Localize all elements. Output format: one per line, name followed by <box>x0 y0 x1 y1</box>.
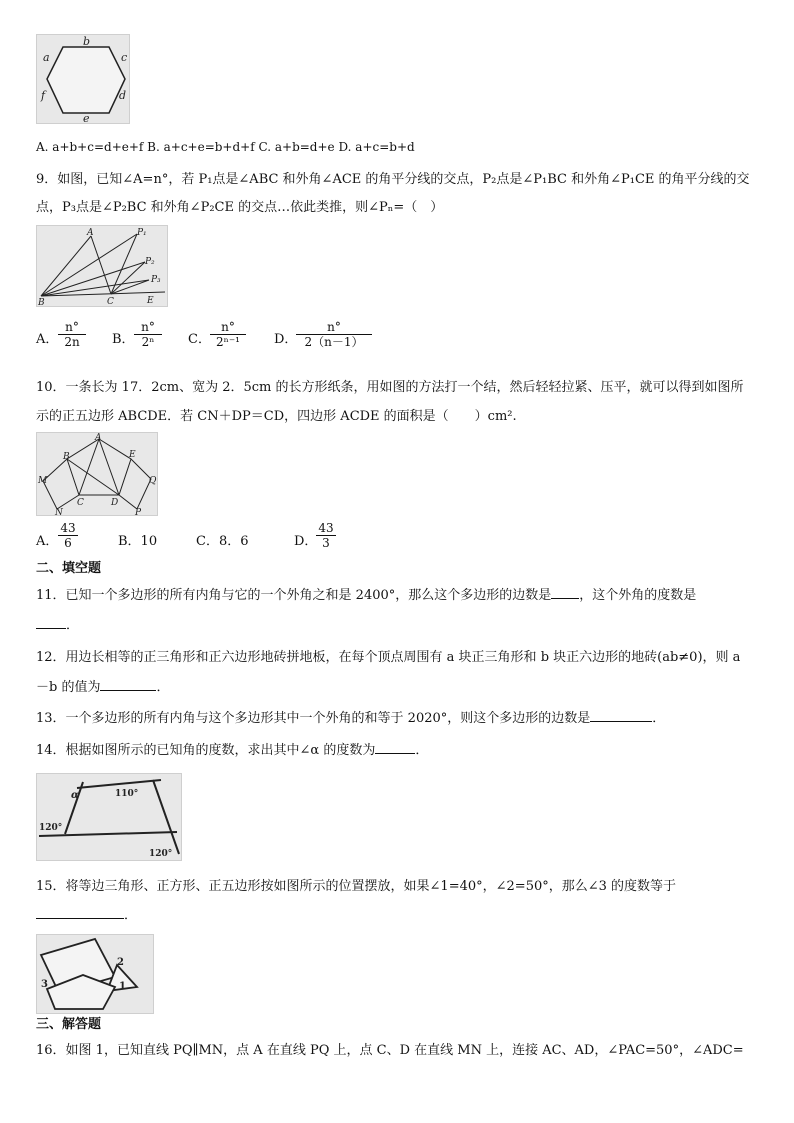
hexagon-label-a: a <box>43 51 50 64</box>
q10-option-d-letter: D． <box>294 534 318 549</box>
q9-line2: 点，P₃点是∠P₂BC 和外角∠P₂CE 的交点…依此类推，则∠Pₙ=（ ） <box>36 200 444 215</box>
fig9-label-e: E <box>147 296 154 306</box>
q9-option-a-fraction <box>58 320 86 349</box>
q12-line2 <box>36 678 169 697</box>
q14-answer-blank[interactable] <box>375 741 415 754</box>
section-fill-in-heading: 二、填空题 <box>36 561 102 576</box>
q11-answer-blank-2[interactable] <box>36 616 66 629</box>
q11-answer-blank-1[interactable] <box>551 586 579 599</box>
hexagon-label-c: c <box>121 51 128 64</box>
hexagon-label-f: f <box>41 89 46 102</box>
q14-text: 14．根据如图所示的已知角的度数，求出其中∠α 的度数为 <box>36 743 376 758</box>
fig10-label-n: N <box>55 508 63 515</box>
q15-line2 <box>36 906 137 925</box>
q12-line1: 12．用边长相等的正三角形和正六边形地砖拼地板，在每个顶点周围有 a 块正三角形和 b 块正六边形的地砖(ab≠0)，则 a <box>36 650 741 665</box>
q13-line1-tail: ． <box>652 711 666 726</box>
q11-line2 <box>36 616 79 635</box>
q9-option-d-letter: D． <box>274 332 298 347</box>
q15-line1: 15．将等边三角形、正方形、正五边形按如图所示的位置摆放，如果∠1=40°，∠2=50°，那么∠3 的度数等于 <box>36 879 677 894</box>
q16-line1: 16．如图 1，已知直线 PQ∥MN，点 A 在直线 PQ 上，点 C、D 在直线 MN 上，连接 AC、AD，∠PAC=50°，∠ADC= <box>36 1043 744 1058</box>
pentagon-knot-figure <box>36 432 158 516</box>
q11-text-tail: ，这个外角的度数是 <box>579 588 697 603</box>
q14-line1-tail: ． <box>415 743 429 758</box>
q9-option-a-num: n° <box>65 320 79 334</box>
q15-answer-blank[interactable] <box>36 906 124 919</box>
fig9-label-b: B <box>38 298 45 306</box>
fig10-label-q: Q <box>149 476 157 486</box>
q9-option-d-fraction <box>296 320 372 349</box>
q9-option-b-num: n° <box>141 320 155 334</box>
q12-line2-tail: ． <box>156 680 170 695</box>
quadrilateral-angle-figure <box>36 773 182 861</box>
q13-answer-blank[interactable] <box>590 709 652 722</box>
q10-option-d-num: 43 <box>318 521 334 535</box>
q15-line2-tail: ． <box>124 908 138 923</box>
fig15-label-3: 3 <box>41 979 48 990</box>
fig15-label-2: 2 <box>117 957 124 968</box>
q10-option-a-num: 43 <box>60 521 76 535</box>
fig14-label-alpha: α <box>71 790 79 801</box>
fig14-label-120-left: 120° <box>39 823 63 833</box>
fig10-label-b: B <box>63 452 70 462</box>
q9-line1: 9．如图，已知∠A=n°，若 P₁点是∠ABC 和外角∠ACE 的角平分线的交点，P₂点是∠P₁BC 和外角∠P₁CE 的角平分线的交 <box>36 172 750 187</box>
q12-text: －b 的值为 <box>36 680 101 695</box>
q12-answer-blank[interactable] <box>100 678 156 691</box>
fig14-label-120-right: 120° <box>149 849 173 859</box>
q10-line2: 示的正五边形 ABCDE．若 CN＋DP＝CD，四边形 ACDE 的面积是（ ）cm². <box>36 409 517 424</box>
q11-text: 11．已知一个多边形的所有内角与它的一个外角之和是 2400°，那么这个多边形的边数是 <box>36 588 552 603</box>
q10-option-d-den: 3 <box>316 535 336 550</box>
fig9-label-p3: P₃ <box>151 275 161 285</box>
q10-option-a-letter: A． <box>36 534 59 549</box>
fig9-label-c: C <box>107 297 114 306</box>
q10-option-b: B．10 <box>118 534 158 549</box>
q8-options: A. a+b+c=d+e+f B. a+c+e=b+d+f C. a+b=d+e D. a+c=b+d <box>36 140 415 154</box>
q11-line1 <box>36 586 696 605</box>
q13-text: 13．一个多边形的所有内角与这个多边形其中一个外角的和等于 2020°，则这个多边形的边数是 <box>36 711 591 726</box>
q10-option-d-fraction <box>316 521 336 550</box>
q11-line2-tail: ． <box>66 618 80 633</box>
fig15-label-1: 1 <box>119 981 126 992</box>
fig9-label-p2: P₂ <box>145 257 155 267</box>
hexagon-figure <box>36 34 130 124</box>
q9-option-b-fraction <box>134 320 162 349</box>
hexagon-label-d: d <box>119 89 127 102</box>
q10-option-c: C．8．6 <box>196 534 249 549</box>
q9-option-c-letter: C． <box>188 332 211 347</box>
fig10-label-c: C <box>77 498 84 508</box>
fig14-label-110: 110° <box>115 789 139 799</box>
q9-option-a-letter: A． <box>36 332 59 347</box>
q9-option-b-den: 2ⁿ <box>134 334 162 349</box>
q9-option-b-letter: B． <box>112 332 135 347</box>
polygons-arrangement-figure <box>36 934 154 1014</box>
q14-line1 <box>36 741 428 760</box>
q9-option-a-den: 2n <box>58 334 86 349</box>
q9-option-c-fraction <box>210 320 246 349</box>
q10-option-a-den: 6 <box>58 535 78 550</box>
fig9-label-p1: P₁ <box>137 228 147 238</box>
hexagon-label-e: e <box>83 112 90 123</box>
angle-bisector-figure <box>36 225 168 307</box>
fig10-label-m: M <box>38 476 48 486</box>
fig10-label-d: D <box>111 498 119 508</box>
fig9-label-a: A <box>87 228 94 238</box>
q10-option-a-fraction <box>58 521 78 550</box>
q13-line1 <box>36 709 665 728</box>
q9-option-d-num: n° <box>327 320 341 334</box>
q9-option-c-den: 2ⁿ⁻¹ <box>210 334 246 349</box>
q10-line1: 10．一条长为 17．2cm、宽为 2．5cm 的长方形纸条，用如图的方法打一个结，然后轻轻拉紧、压平，就可以得到如图所 <box>36 380 744 395</box>
section-solve-heading: 三、解答题 <box>36 1017 102 1032</box>
q9-option-d-den: 2（n－1） <box>296 334 372 349</box>
fig10-label-p: P <box>135 508 142 515</box>
q9-option-c-num: n° <box>221 320 235 334</box>
fig10-label-e: E <box>129 450 136 460</box>
hexagon-label-b: b <box>83 35 91 48</box>
fig10-label-a: A <box>95 433 102 443</box>
